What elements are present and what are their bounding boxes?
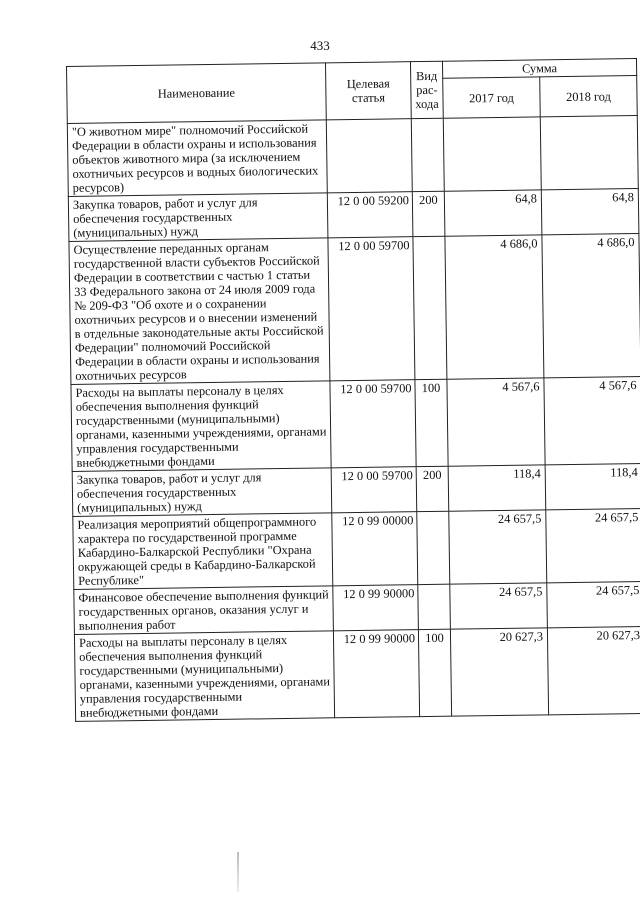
table-row bbox=[72, 463, 640, 516]
row-sum-2017: 24 657,5 bbox=[449, 510, 547, 584]
row-type bbox=[418, 584, 451, 629]
row-article: 12 0 00 59700 bbox=[331, 467, 417, 513]
row-name: Расходы на выплаты персоналу в целях обеспечения выполнения функций государственными (муниципальными) органами, казенными учреждениями, органами управления государственными внебюджетными фондами bbox=[74, 631, 334, 722]
row-article: 12 0 00 59200 bbox=[327, 192, 413, 238]
row-name: Расходы на выплаты персоналу в целях обеспечения выполнения функций государственными (муниципальными) органами, казенными учреждениями, органами управления государственными внебюджетными фондами bbox=[71, 381, 331, 472]
row-sum-2017: 4 567,6 bbox=[447, 378, 545, 466]
row-sum-2018: 64,8 bbox=[541, 189, 639, 235]
row-type: 100 bbox=[415, 379, 448, 466]
row-sum-2017: 4 686,0 bbox=[445, 235, 544, 379]
row-sum-2017 bbox=[443, 117, 541, 191]
row-sum-2018: 20 627,3 bbox=[547, 626, 640, 714]
header-sum: Сумма bbox=[442, 59, 636, 79]
header-name: Наименование bbox=[67, 63, 327, 124]
header-type: Вид рас-хода bbox=[410, 61, 443, 118]
header-year-2017: 2017 год bbox=[443, 77, 541, 118]
budget-table bbox=[66, 58, 640, 722]
row-article: 12 0 99 90000 bbox=[333, 585, 419, 631]
row-article: 12 0 99 90000 bbox=[333, 630, 419, 718]
row-article: 12 0 00 59700 bbox=[328, 237, 415, 381]
page-number: 433 bbox=[310, 38, 330, 53]
row-sum-2017: 64,8 bbox=[444, 190, 542, 236]
row-name: Реализация мероприятий общепрограммного характера по государственной программе Кабардино-Балкарской Республики "Охрана окружающей среды в Кабардино-Балкарской Республике" bbox=[73, 513, 333, 590]
header-article: Целевая статья bbox=[325, 62, 411, 120]
header-year-2018: 2018 год bbox=[540, 76, 638, 117]
row-sum-2017: 20 627,3 bbox=[450, 628, 548, 716]
table-row bbox=[68, 189, 639, 242]
table-row bbox=[73, 508, 640, 589]
row-sum-2017: 24 657,5 bbox=[450, 583, 548, 629]
table-row bbox=[71, 377, 640, 472]
row-type: 100 bbox=[418, 629, 451, 716]
row-sum-2017: 118,4 bbox=[448, 465, 546, 511]
row-name: Закупка товаров, работ и услуг для обеспечения государственных (муниципальных) нужд bbox=[68, 193, 328, 242]
scan-artifact bbox=[237, 852, 239, 892]
row-type: 200 bbox=[412, 191, 445, 236]
row-type: 200 bbox=[416, 466, 449, 511]
row-article bbox=[326, 119, 412, 193]
row-sum-2018: 24 657,5 bbox=[546, 508, 640, 582]
row-type bbox=[413, 236, 447, 379]
row-name: Закупка товаров, работ и услуг для обеспечения государственных (муниципальных) нужд bbox=[72, 468, 332, 517]
row-article: 12 0 00 59700 bbox=[330, 380, 416, 468]
row-article: 12 0 99 00000 bbox=[332, 512, 418, 586]
row-name: "О животном мире" полномочий Российской Федерации в области охраны и использования объектов животного мира (за исключением охотничьих ресурсов и водных биологических ресурсов) bbox=[67, 120, 327, 197]
table-row bbox=[67, 116, 638, 197]
row-sum-2018: 4 567,6 bbox=[544, 377, 640, 465]
table-row bbox=[74, 581, 640, 634]
row-sum-2018: 118,4 bbox=[545, 463, 640, 509]
row-type bbox=[417, 511, 450, 584]
row-sum-2018: 24 657,5 bbox=[547, 581, 640, 627]
row-sum-2018 bbox=[540, 116, 638, 190]
table-row bbox=[69, 234, 640, 385]
table-header bbox=[67, 59, 638, 124]
row-type bbox=[411, 118, 444, 191]
row-name: Осуществление переданных органам государственной власти субъектов Российской Федерации в соответствии с частью 1 статьи 33 Федерального закона от 24 июля 2009 года № 209-ФЗ "Об охоте и о сохранении охотничьих ресурсов и о внесении изменений в отдельные законодательные акты Российской Федерации" полномочий Российской Федерации в области охраны и использования охотничьих ресурсов bbox=[69, 238, 330, 385]
table-row bbox=[74, 626, 640, 721]
row-sum-2018: 4 686,0 bbox=[542, 234, 640, 378]
row-name: Финансовое обеспечение выполнения функций государственных органов, оказания услуг и выполнения работ bbox=[74, 586, 334, 635]
